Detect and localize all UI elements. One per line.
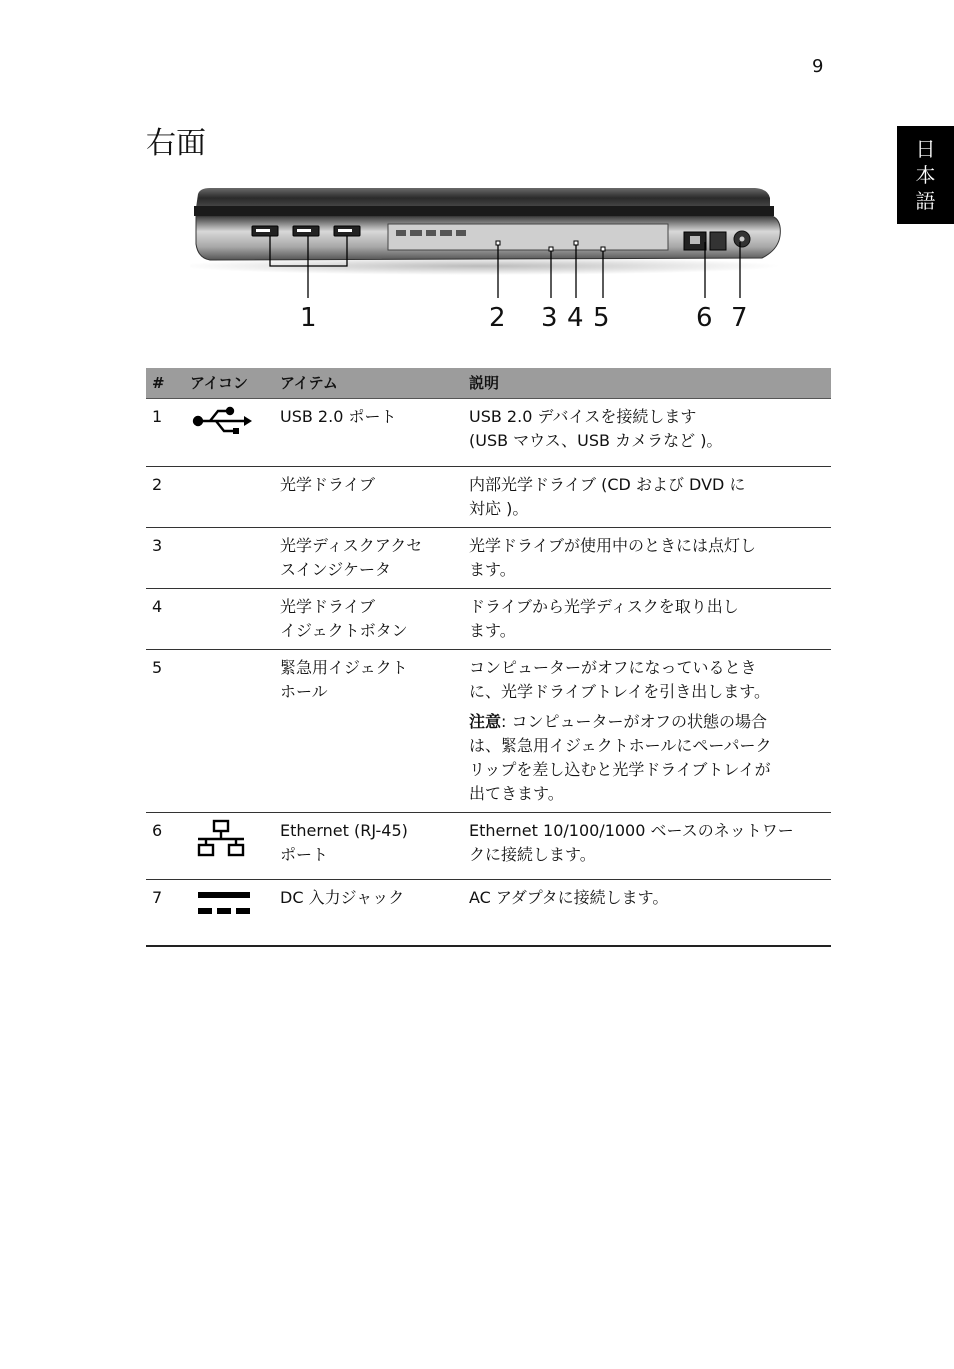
callout-label-7: 7 [731,303,748,333]
row-icon-cell [184,466,274,527]
row-description [463,398,831,466]
row-icon-cell [184,398,274,466]
row-item [274,398,463,466]
description-line: コンピューターがオフになっているとき [469,657,757,677]
item-line: DC 入力ジャック [280,887,405,907]
table-header-row [146,368,831,398]
table-row [146,466,831,527]
description-line: AC アダプタに接続します。 [469,887,669,907]
note-line: は、緊急用イジェクトホールにペーパーク [469,735,772,755]
callout-label-4: 4 [567,303,584,333]
callout-label-3: 3 [541,303,558,333]
row-number: 4 [146,588,184,649]
callout-point [549,247,553,251]
description-line: 内部光学ドライブ (CD および DVD に [469,474,746,494]
callout-label-6: 6 [696,303,713,333]
optical-drive-tray [388,224,668,250]
row-description [463,649,831,812]
table-row [146,649,831,812]
usb-port-tongue [338,229,352,232]
language-tab [897,126,954,224]
row-description [463,879,831,946]
usb-port-tongue [297,229,311,232]
description-line: に、光学ドライブトレイを引き出します。 [469,681,770,701]
callout-point [601,247,605,251]
item-line: USB 2.0 ポート [280,406,397,426]
row-description [463,466,831,527]
ethernet-port-notch [690,236,700,244]
callout-label-5: 5 [593,303,610,333]
callout-label-1: 1 [300,303,317,333]
table-row [146,398,831,466]
note-text: : コンピューターがオフの状態の場合 [501,711,768,731]
callout-point [496,241,500,245]
item-line: Ethernet (RJ-45) [280,820,408,840]
ethernet-port [710,232,726,250]
description-line: USB 2.0 デバイスを接続します [469,406,697,426]
drive-logo-mark [456,230,466,236]
row-item [274,466,463,527]
header-icon: アイコン [184,368,274,398]
note-line [469,710,827,734]
row-number: 1 [146,398,184,466]
item-line: 光学ドライブ [280,474,376,494]
dc-in-icon [190,886,254,926]
callout-labels [300,303,748,333]
note-label: 注意 [469,711,502,731]
drive-logo-mark [396,230,406,236]
ports-table [146,368,831,947]
row-number: 6 [146,812,184,879]
laptop-hinge [194,206,774,216]
note-line: リップを差し込むと光学ドライブトレイが [469,759,771,779]
item-line: 光学ドライブ [280,596,376,616]
description-line: ます。 [469,620,516,640]
item-line: イジェクトボタン [280,620,408,640]
usb-icon [190,405,254,445]
row-number: 3 [146,527,184,588]
header-number: # [146,368,184,398]
item-line: ホール [280,681,328,701]
ethernet-icon [190,819,254,859]
table-row [146,812,831,879]
laptop-right-side-figure [190,180,790,340]
item-line: 緊急用イジェクト [280,657,408,677]
drive-logo-mark [410,230,422,236]
description-line: クに接続します。 [469,844,596,864]
row-item [274,527,463,588]
header-item: アイテム [274,368,463,398]
section-title: 右面 [146,126,206,161]
item-line: ポート [280,844,329,864]
table-row [146,879,831,946]
table-row [146,527,831,588]
row-number: 2 [146,466,184,527]
row-item [274,812,463,879]
language-tab-char: 本 [915,163,936,187]
language-tab-char: 日 [915,137,936,161]
description-line: 対応 )。 [469,498,529,518]
description-line: ドライブから光学ディスクを取り出し [469,596,739,616]
table-row [146,588,831,649]
row-icon-cell [184,879,274,946]
row-icon-cell [184,527,274,588]
drive-logo-mark [440,230,452,236]
item-line: スインジケータ [280,559,391,579]
row-item [274,879,463,946]
row-item [274,588,463,649]
row-icon-cell [184,588,274,649]
language-tab-char: 語 [915,189,936,213]
note-line: 出てきます。 [469,783,564,803]
row-number: 7 [146,879,184,946]
row-number: 5 [146,649,184,812]
dc-in-jack-pin [740,237,745,242]
laptop-lid [196,188,770,208]
description-line: Ethernet 10/100/1000 ベースのネットワー [469,820,794,840]
row-item [274,649,463,812]
callout-label-2: 2 [489,303,506,333]
row-description [463,527,831,588]
usb-port-tongue [256,229,270,232]
description-line: ます。 [469,559,516,579]
page-number: 9 [812,56,824,77]
row-icon-cell [184,812,274,879]
description-line: 光学ドライブが使用中のときには点灯し [469,535,757,555]
row-description [463,588,831,649]
row-icon-cell [184,649,274,812]
callout-point [574,241,578,245]
item-line: 光学ディスクアクセ [280,535,423,555]
drive-logo-mark [426,230,436,236]
row-description [463,812,831,879]
note-block [469,710,827,806]
description-line: (USB マウス、USB カメラなど )。 [469,430,723,450]
header-description: 説明 [463,368,831,398]
